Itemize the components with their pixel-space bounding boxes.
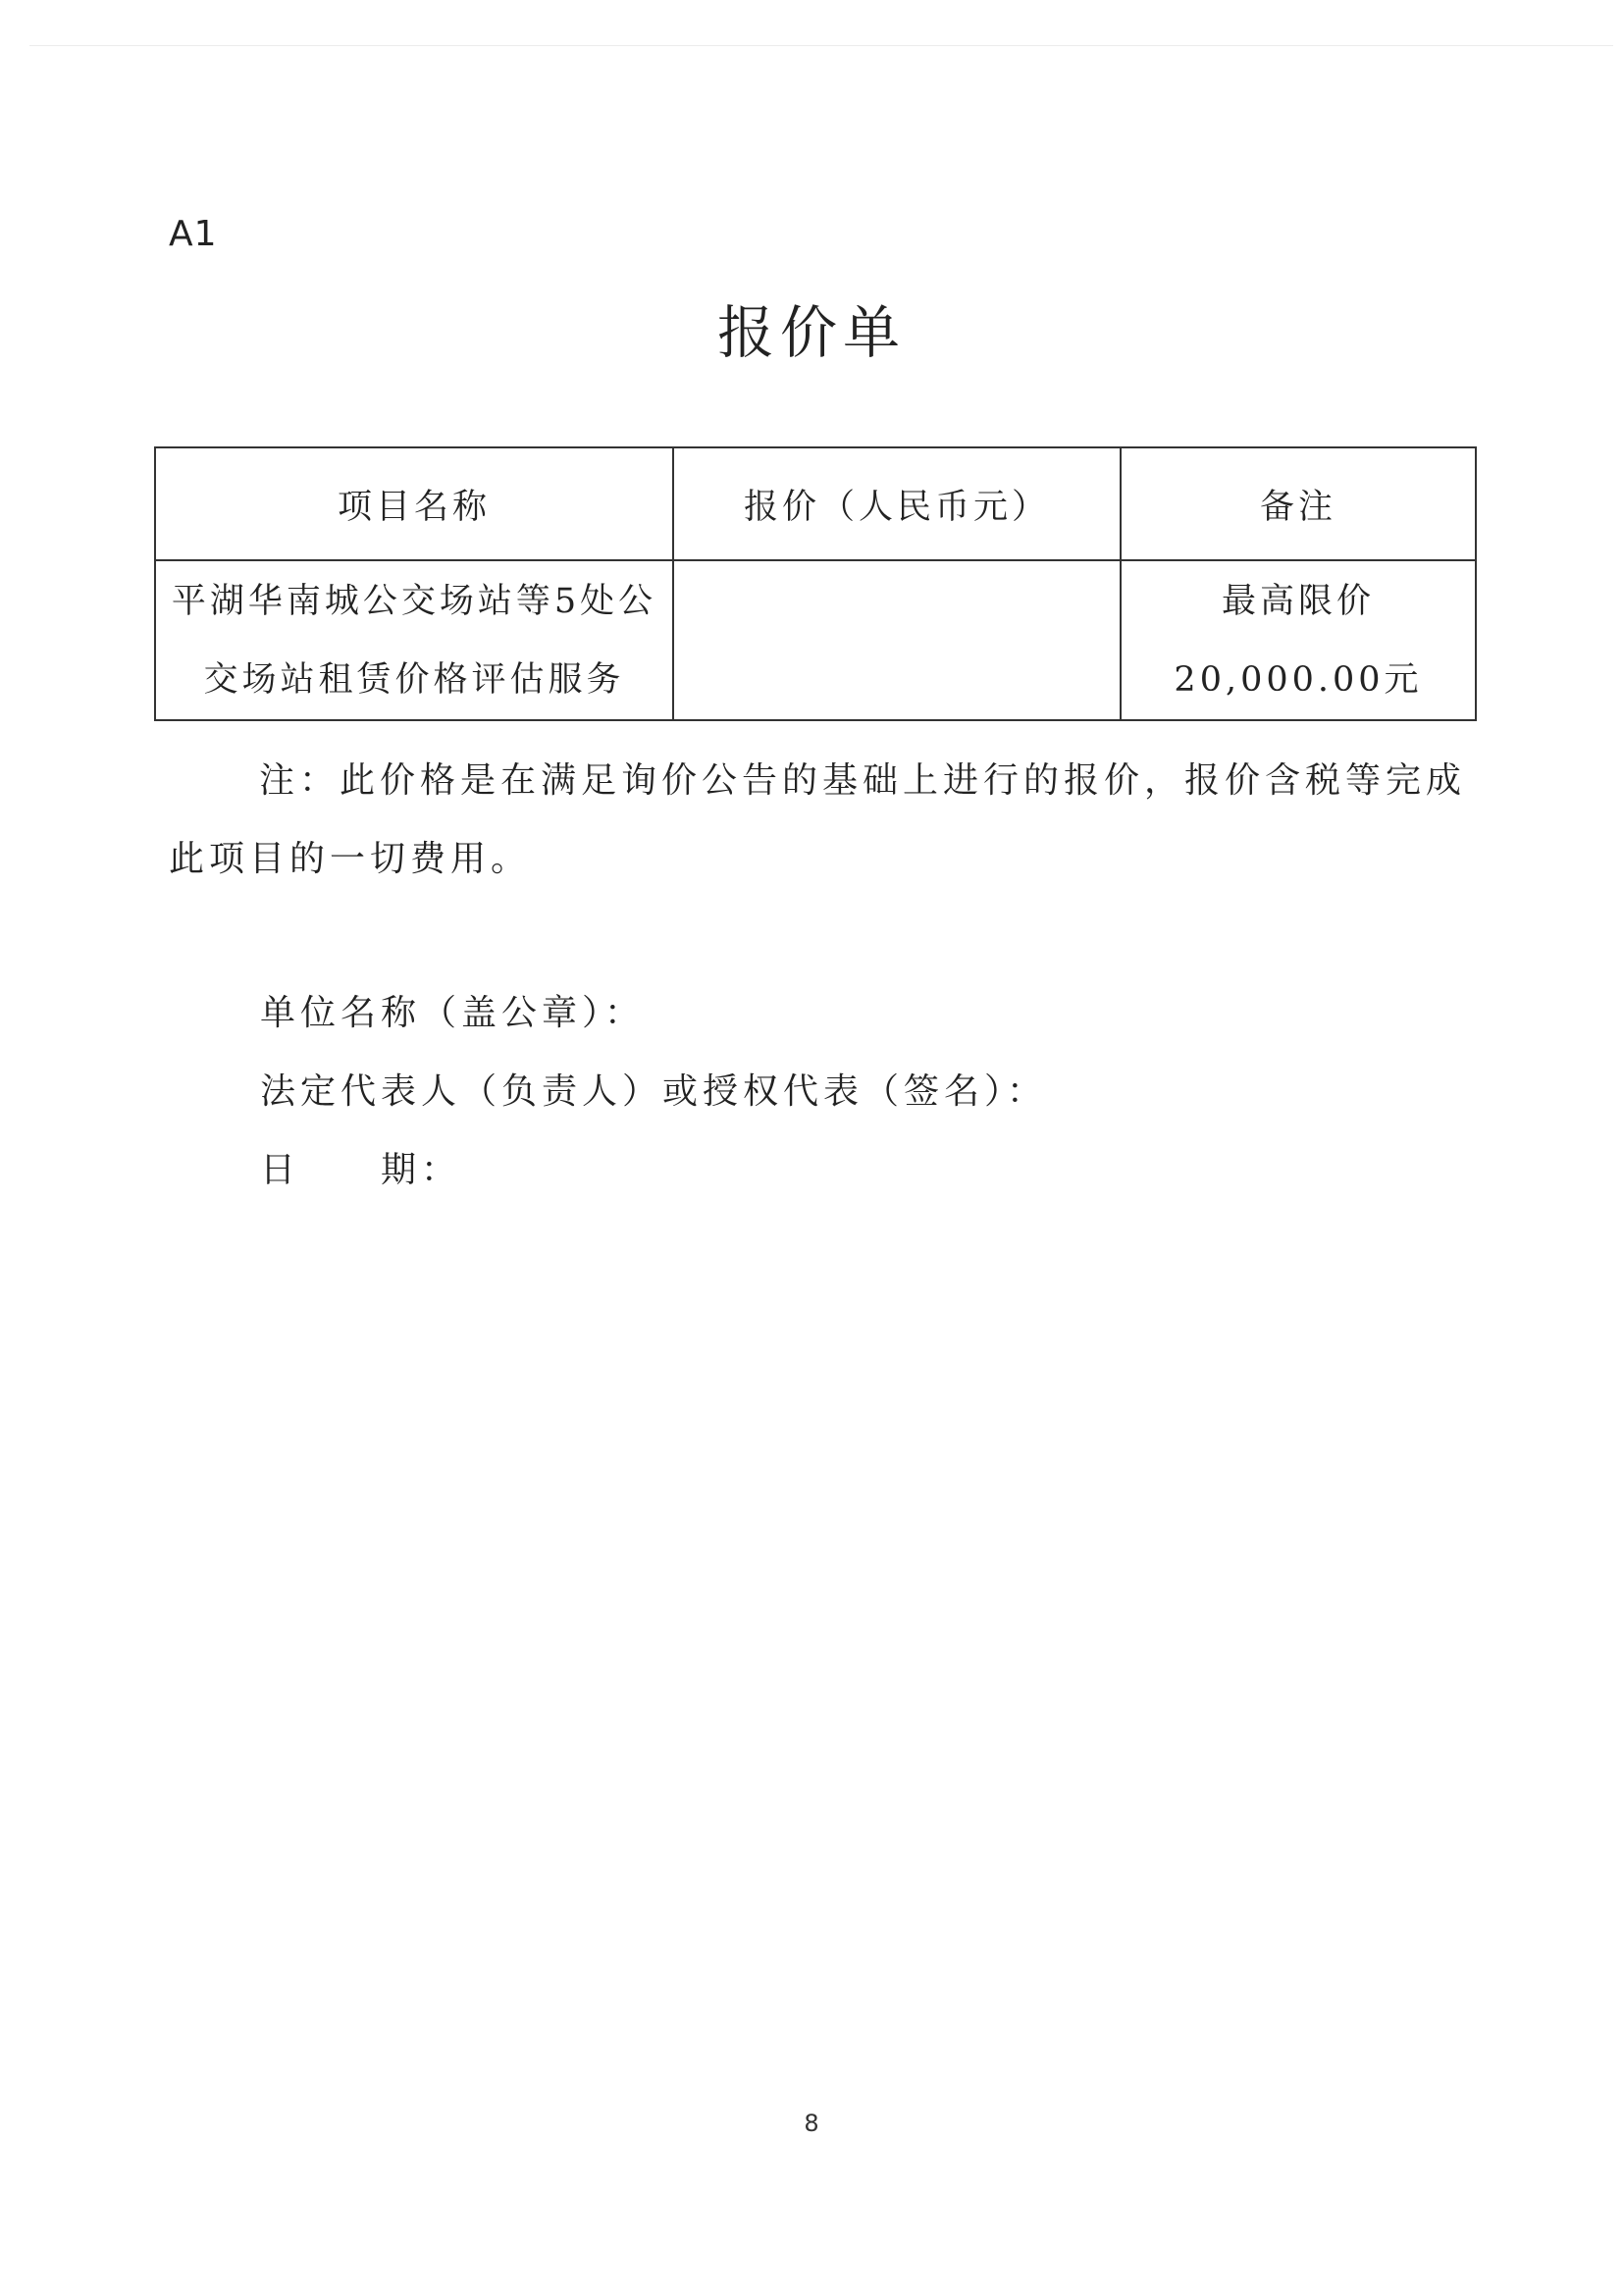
project-name-line-1: 平湖华南城公交场站等5处公	[171, 581, 657, 621]
quote-table	[154, 446, 1477, 721]
company-name-label: 单位名称（盖公章）：	[260, 993, 646, 1033]
price-cell	[673, 560, 1121, 720]
page-title: 报价单	[716, 299, 906, 366]
project-name-cell	[155, 560, 673, 720]
header-price: 报价（人民币元）	[673, 447, 1121, 560]
remark-cell	[1121, 560, 1476, 720]
table-header-row	[155, 447, 1476, 560]
page-number: 8	[804, 2110, 819, 2137]
page-top-border	[29, 45, 1613, 46]
representative-label: 法定代表人（负责人）或授权代表（签名）：	[260, 1071, 1048, 1112]
project-name-line-2: 交场站租赁价格评估服务	[203, 659, 625, 700]
header-project-name: 项目名称	[155, 447, 673, 560]
signature-block	[260, 974, 1047, 1210]
remark-line-1: 最高限价	[1221, 581, 1375, 621]
date-label: 日 期：	[260, 1150, 462, 1190]
header-remark: 备注	[1121, 447, 1476, 560]
table-row	[155, 560, 1476, 720]
document-label: A1	[169, 214, 218, 254]
remark-line-2: 20,000.00元	[1174, 659, 1423, 700]
price-note: 注：此价格是在满足询价公告的基础上进行的报价，报价含税等完成此项目的一切费用。	[169, 760, 1467, 879]
